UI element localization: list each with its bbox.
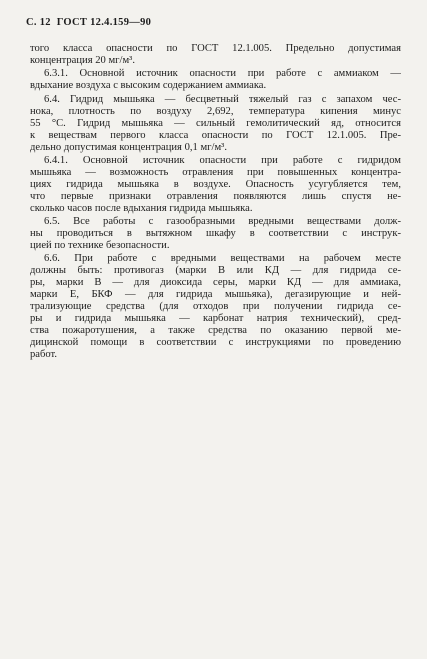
paragraph-first-line: 6.4. Гидрид мышьяка — бесцветный тяжелый газ с запахом чес- bbox=[44, 94, 401, 105]
text-line: сколько часов после вдыхания гидрида мышьяка. bbox=[30, 203, 253, 214]
text-line: дельно допустимая концентрация 0,1 мг/м³. bbox=[30, 142, 227, 153]
paragraph-first-line: 6.6. При работе с вредными веществами на рабочем месте bbox=[44, 253, 401, 264]
text-line: ства пожаротушения, а также средства по оказанию первой ме- bbox=[30, 325, 401, 336]
text-line: марки Е, БКФ — для гидрида мышьяка), дегазирующие и ней- bbox=[30, 289, 401, 300]
text-line: того класса опасности по ГОСТ 12.1.005. Предельно допустимая bbox=[30, 43, 401, 54]
page-number: С. 12 bbox=[26, 17, 51, 28]
page-header bbox=[26, 17, 151, 28]
text-line: концентрация 20 мг/м³. bbox=[30, 55, 135, 66]
text-line: работ. bbox=[30, 349, 58, 360]
paragraph-first-line: 6.3.1. Основной источник опасности при работе с аммиаком — bbox=[44, 68, 401, 79]
text-line: к веществам первого класса опасности по ГОСТ 12.1.005. Пре- bbox=[30, 130, 401, 141]
text-line: 55 °С. Гидрид мышьяка — сильный гемолитический яд, относится bbox=[30, 118, 401, 129]
text-line: нока, плотность по воздуху 2,692, температура кипения минус bbox=[30, 106, 401, 117]
paragraph-first-line: 6.4.1. Основной источник опасности при работе с гидридом bbox=[44, 155, 401, 166]
standard-code: ГОСТ 12.4.159—90 bbox=[56, 17, 152, 28]
text-line: цией по технике безопасности. bbox=[30, 240, 170, 251]
text-line: должны быть: противогаз (марки В или КД — для гидрида се- bbox=[30, 265, 401, 276]
text-line: циях гидрида мышьяка в воздухе. Опасность усугубляется тем, bbox=[30, 179, 401, 190]
text-line: ры и гидрида мышьяка — карбонат натрия технический), сред- bbox=[30, 313, 401, 324]
text-line: ры, марки В — для диоксида серы, марки КД — для аммиака, bbox=[30, 277, 401, 288]
text-line: мышьяка — возможность отравления при повышенных концентра- bbox=[30, 167, 401, 178]
text-line: дицинской помощи в соответствии с инструкциями по проведению bbox=[30, 337, 401, 348]
text-line: что первые признаки отравления появляются лишь спустя не- bbox=[30, 191, 401, 202]
paragraph-first-line: 6.5. Все работы с газообразными вредными веществами долж- bbox=[44, 216, 401, 227]
text-line: трализующие средства (для отходов при получении гидрида се- bbox=[30, 301, 401, 312]
text-line: вдыхание воздуха с высоким содержанием аммиака. bbox=[30, 80, 267, 91]
text-line: ны проводиться в вытяжном шкафу в соответствии с инструк- bbox=[30, 228, 401, 239]
